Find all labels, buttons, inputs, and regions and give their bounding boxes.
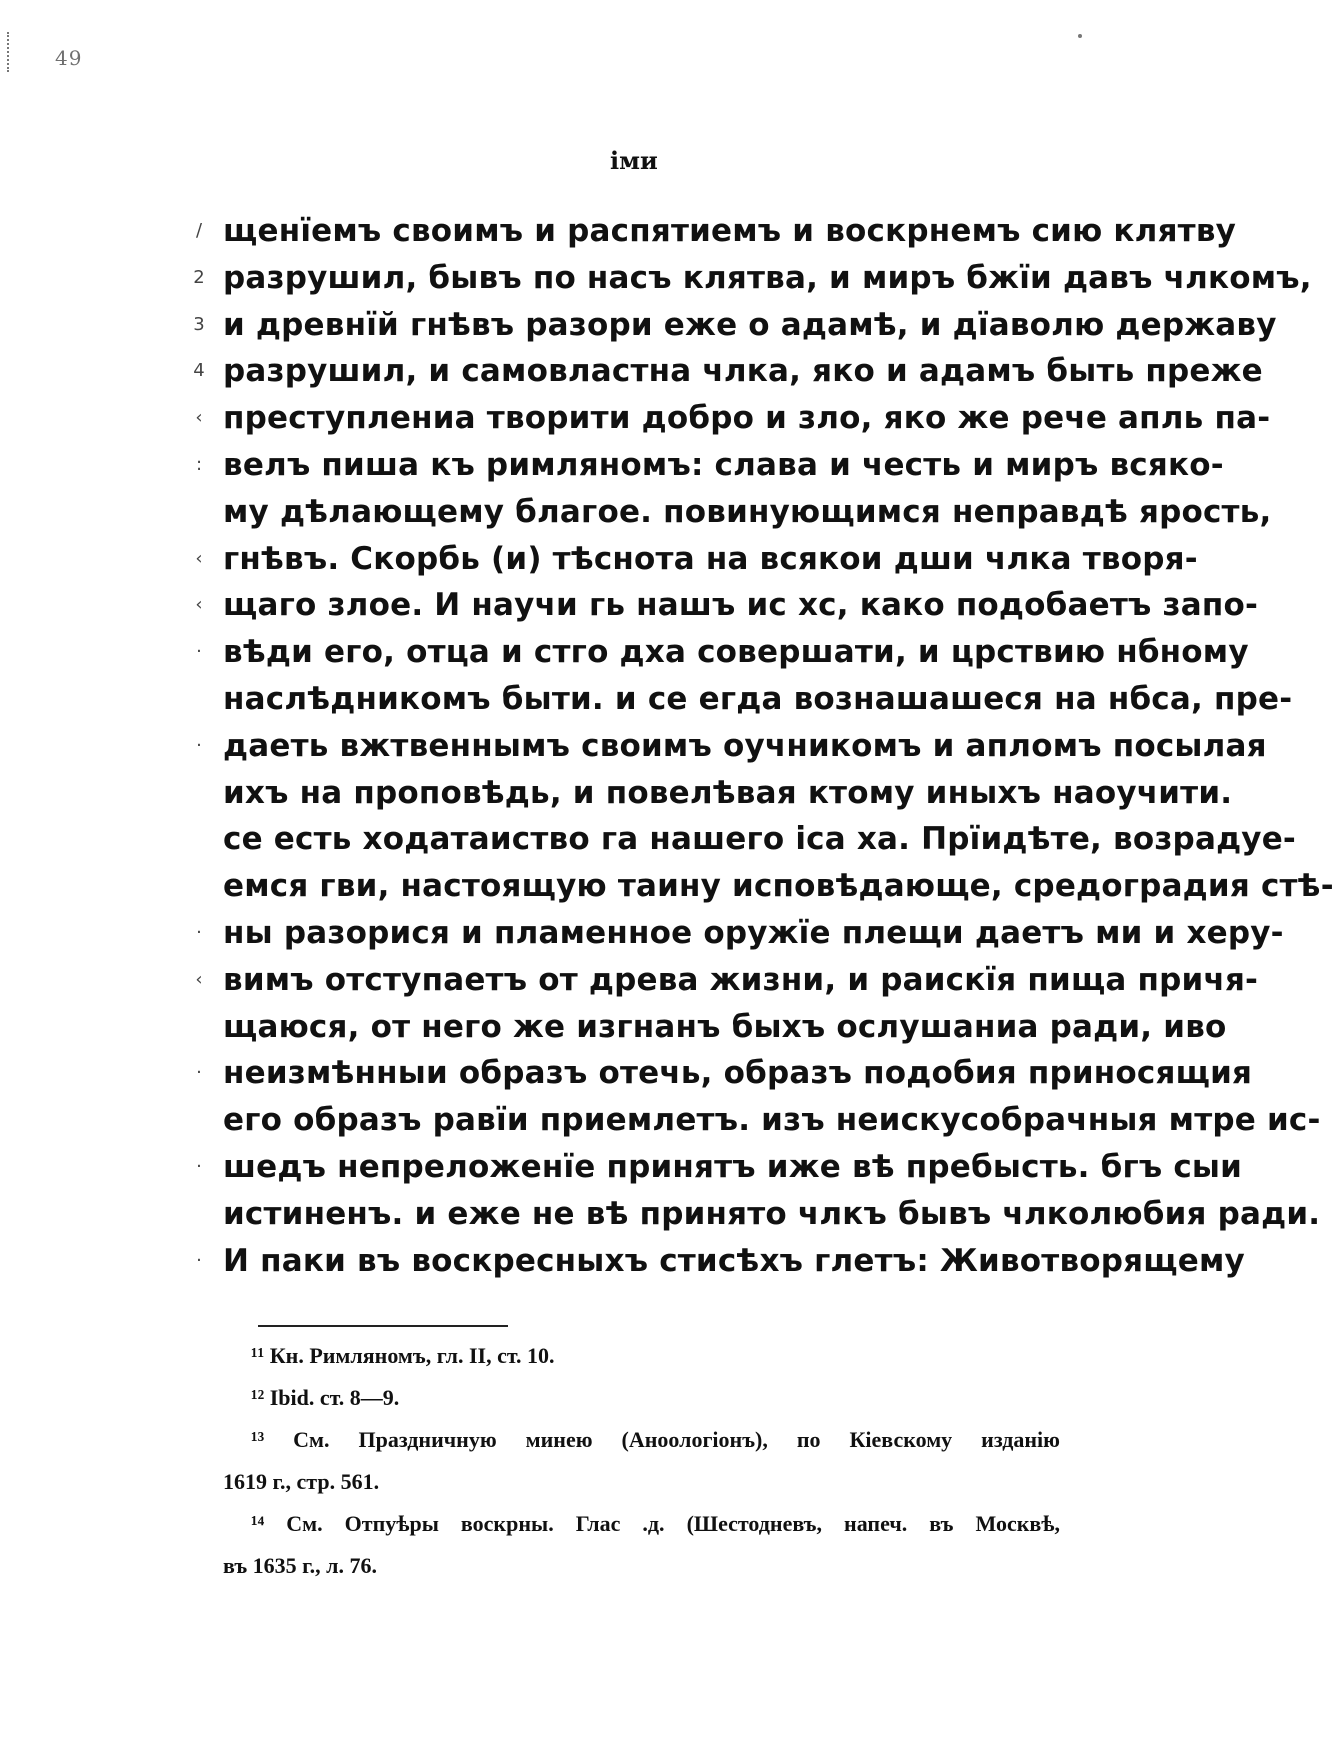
margin-mark: · bbox=[196, 921, 202, 943]
margin-mark: ‹ bbox=[195, 407, 203, 429]
margin-mark: 4 bbox=[193, 360, 205, 382]
text-line: щаго злое. И научи гь нашъ ис хс, како подобаетъ запо- bbox=[223, 587, 1259, 624]
margin-mark bbox=[185, 816, 213, 863]
footnotes bbox=[223, 1335, 1060, 1587]
text-line: велъ пиша къ римляномъ: слава и честь и миръ всяко- bbox=[223, 446, 1224, 483]
footnote-11: ¹¹ Кн. Римляномъ, гл. II, ст. 10. bbox=[251, 1343, 555, 1368]
margin-mark: · bbox=[196, 1249, 202, 1271]
text-line: шедъ непреложенїе принятъ иже вѣ пребысть. бгъ сыи bbox=[223, 1148, 1243, 1185]
text-line: наслѣдникомъ быти. и се егда вознашашеся на нбса, пре- bbox=[223, 680, 1293, 717]
text-line: щаюся, от него же изгнанъ быхъ ослушаниа ради, иво bbox=[223, 1008, 1227, 1045]
text-line: ихъ на проповѣдь, и повелѣвая ктому иныхъ наоучити. bbox=[223, 774, 1233, 811]
text-line: ны разорися и пламенное оружїе плещи даетъ ми и херу- bbox=[223, 914, 1284, 951]
margin-mark: : bbox=[195, 453, 203, 475]
text-line: гнѣвъ. Скорбь (и) тѣснота на всякои дши члка творя- bbox=[223, 540, 1198, 577]
footnote-14-continuation: въ 1635 г., л. 76. bbox=[223, 1553, 378, 1578]
text-line: вѣди его, отца и стго дха совершати, и црствию нбному bbox=[223, 634, 1249, 671]
footnote-divider bbox=[258, 1325, 508, 1327]
margin-mark bbox=[185, 770, 213, 817]
margin-mark: · bbox=[196, 734, 202, 756]
text-line: вимъ отступаетъ от древа жизни, и раискїя пища причя- bbox=[223, 961, 1259, 998]
margin-mark: 2 bbox=[193, 266, 205, 288]
margin-mark: ‹ bbox=[195, 594, 203, 616]
footnote-13-continuation: 1619 г., стр. 561. bbox=[223, 1469, 380, 1494]
text-line: щенїемъ своимъ и распятиемъ и воскрнемъ сию клятву bbox=[223, 213, 1237, 249]
text-line: даеть вжтвеннымъ своимъ оучникомъ и апломъ посылая bbox=[223, 727, 1267, 764]
text-line: емся гви, настоящую таину исповѣдающе, средоградия стѣ- bbox=[223, 868, 1334, 905]
margin-mark bbox=[185, 1004, 213, 1051]
margin-mark bbox=[185, 489, 213, 536]
scan-edge-dots bbox=[7, 32, 12, 72]
margin-mark: · bbox=[196, 1155, 202, 1177]
scan-speck bbox=[1078, 34, 1082, 38]
margin-marks bbox=[185, 208, 213, 1284]
main-text-block bbox=[223, 208, 1334, 1284]
footnote-13: ¹³ См. Праздничную минею (Аноологіонъ), по Кіевскому изданію bbox=[251, 1427, 1060, 1452]
margin-mark: · bbox=[196, 1062, 202, 1084]
footnote-12: ¹² Ibid. ст. 8—9. bbox=[251, 1385, 400, 1410]
margin-mark: 3 bbox=[193, 313, 205, 335]
text-line: разрушил, и самовластна члка, яко и адамъ быть преже bbox=[223, 353, 1263, 390]
margin-mark: ‹ bbox=[195, 968, 203, 990]
text-line: И паки въ воскресныхъ стисѣхъ глетъ: Животворящему bbox=[223, 1242, 1245, 1279]
page-number: іми bbox=[610, 146, 658, 175]
corner-mark: 49 bbox=[55, 46, 83, 70]
margin-mark: ‹ bbox=[195, 547, 203, 569]
text-line: преступлениа творити добро и зло, яко же рече апль па- bbox=[223, 400, 1271, 437]
text-line: и древнїй гнѣвъ разори еже о адамѣ, и дїаволю державу bbox=[223, 306, 1277, 343]
margin-mark bbox=[185, 676, 213, 723]
text-line: неизмѣнныи образъ отечь, образъ подобия приносящия bbox=[223, 1055, 1253, 1092]
margin-mark bbox=[185, 1097, 213, 1144]
margin-mark: · bbox=[196, 641, 202, 663]
text-line: разрушил, бывъ по насъ клятва, и миръ бжїи давъ члкомъ, bbox=[223, 259, 1312, 296]
text-line: истиненъ. и еже не вѣ принято члкъ бывъ члколюбия ради. bbox=[223, 1195, 1321, 1232]
text-line: се есть ходатаиство га нашего іса ха. Прїидѣте, возрадуе- bbox=[223, 821, 1296, 858]
margin-mark bbox=[185, 863, 213, 910]
text-line: его образъ равїи приемлетъ. изъ неискусобрачныя мтре ис- bbox=[223, 1102, 1321, 1139]
margin-mark: / bbox=[195, 220, 203, 241]
text-line: му дѣлающему благое. повинующимся неправдѣ ярость, bbox=[223, 493, 1272, 530]
margin-mark bbox=[185, 1191, 213, 1238]
footnote-14: ¹⁴ См. Отпуѣры воскрны. Глас .д. (Шестодневъ, напеч. въ Москвѣ, bbox=[251, 1511, 1060, 1536]
